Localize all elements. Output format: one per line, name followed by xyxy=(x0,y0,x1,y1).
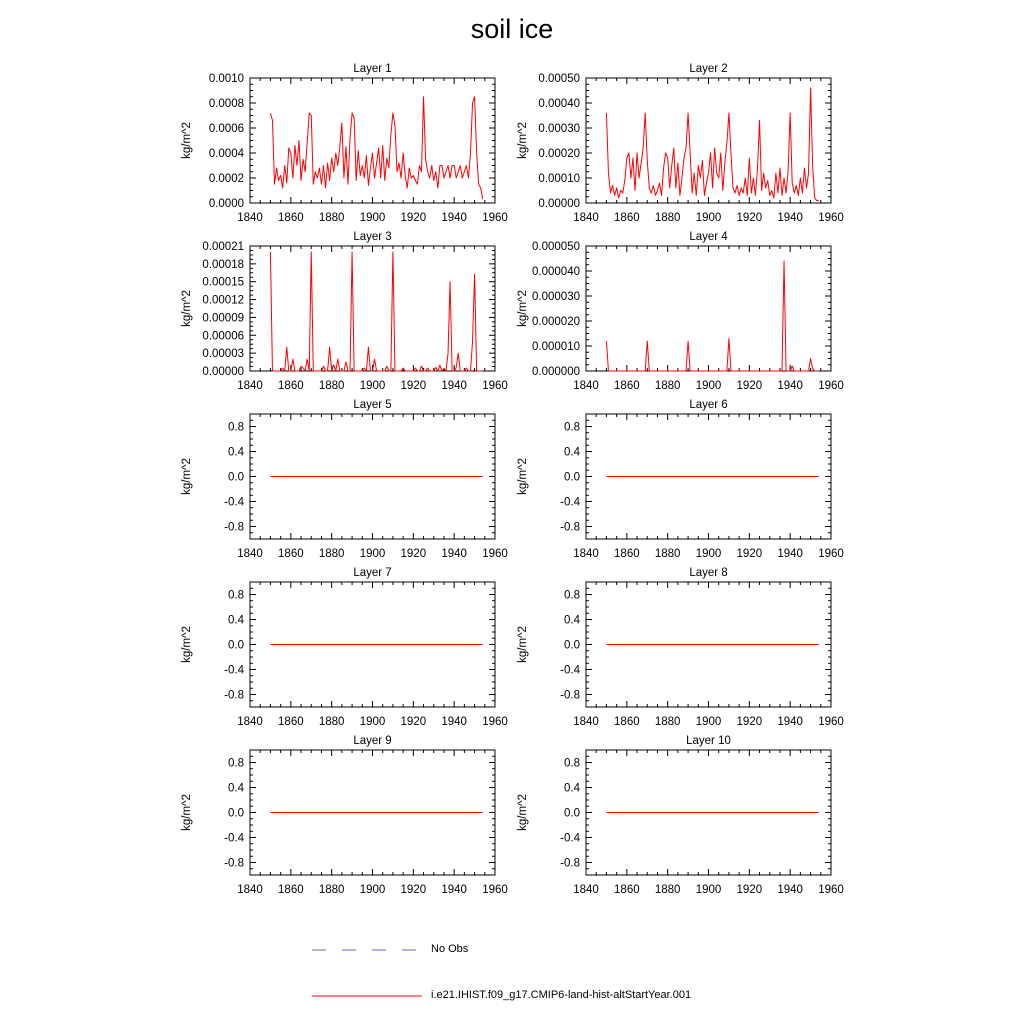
x-tick-label: 1880 xyxy=(654,716,681,728)
x-tick-label: 1920 xyxy=(400,548,427,560)
x-tick-label: 1840 xyxy=(237,548,263,560)
panel-title: Layer 3 xyxy=(353,231,392,243)
x-tick-label: 1900 xyxy=(695,380,722,392)
series-line xyxy=(606,261,818,371)
x-tick-label: 1940 xyxy=(441,884,467,896)
y-tick-label: 0.00000 xyxy=(538,198,580,210)
legend-label-model: i.e21.IHIST.f09_g17.CMIP6-land-hist-altStartYear.001 xyxy=(431,989,692,1001)
panel-title: Layer 2 xyxy=(689,63,728,75)
y-tick-label: 0.8 xyxy=(228,757,244,770)
x-tick-label: 1880 xyxy=(654,548,681,560)
chart-panel-layer-1 xyxy=(181,63,508,224)
legend-swatch-solid xyxy=(312,990,424,1002)
y-tick-label: -0.8 xyxy=(224,689,244,702)
x-tick-label: 1940 xyxy=(777,716,803,728)
x-tick-label: 1860 xyxy=(278,884,304,896)
y-tick-label: 0.4 xyxy=(228,614,244,627)
y-axis-label: kg/m^2 xyxy=(181,626,193,663)
y-axis-label: kg/m^2 xyxy=(181,794,193,831)
chart-panel-layer-3 xyxy=(181,231,508,392)
legend-label-obs: No Obs xyxy=(431,943,469,955)
x-tick-label: 1880 xyxy=(654,380,681,392)
y-tick-label: 0.4 xyxy=(228,446,244,459)
y-tick-label: 0.00010 xyxy=(538,173,580,185)
chart-panel-layer-6 xyxy=(517,399,844,560)
x-tick-label: 1920 xyxy=(400,884,427,896)
x-tick-label: 1860 xyxy=(278,548,304,560)
y-tick-label: 0.0002 xyxy=(208,173,244,185)
legend-swatch-dashed xyxy=(312,944,422,956)
x-tick-label: 1940 xyxy=(441,548,467,560)
y-tick-label: 0.0 xyxy=(564,639,580,652)
y-tick-label: 0.000030 xyxy=(532,291,580,303)
x-tick-label: 1920 xyxy=(736,716,763,728)
x-tick-label: 1840 xyxy=(237,212,263,224)
x-tick-label: 1940 xyxy=(441,380,467,392)
x-tick-label: 1900 xyxy=(359,548,386,560)
x-tick-label: 1840 xyxy=(573,212,599,224)
x-tick-label: 1840 xyxy=(573,716,599,728)
y-tick-label: 0.8 xyxy=(564,757,580,770)
y-tick-label: 0.8 xyxy=(228,589,244,602)
y-tick-label: -0.4 xyxy=(224,664,244,677)
y-tick-label: 0.8 xyxy=(564,589,580,602)
x-tick-label: 1900 xyxy=(695,884,722,896)
chart-panel-layer-5 xyxy=(181,399,508,560)
panel-title: Layer 10 xyxy=(686,735,731,747)
y-tick-label: 0.00009 xyxy=(202,312,244,325)
x-tick-label: 1900 xyxy=(359,380,386,392)
x-tick-label: 1840 xyxy=(237,716,263,728)
y-tick-label: 0.0008 xyxy=(208,98,244,110)
y-tick-label: 0.0 xyxy=(228,807,244,820)
y-tick-label: 0.00030 xyxy=(538,123,580,135)
x-tick-label: 1880 xyxy=(654,884,681,896)
chart-panel-layer-9 xyxy=(181,735,508,896)
x-tick-label: 1920 xyxy=(736,548,763,560)
y-tick-label: 0.4 xyxy=(564,614,580,627)
x-tick-label: 1900 xyxy=(359,716,386,728)
y-tick-label: 0.0 xyxy=(228,471,244,484)
panel-title: Layer 4 xyxy=(689,231,728,243)
x-tick-label: 1840 xyxy=(237,380,263,392)
panel-title: Layer 7 xyxy=(353,567,392,579)
y-tick-label: 0.0 xyxy=(228,639,244,652)
chart-panel-layer-4 xyxy=(517,231,844,392)
x-tick-label: 1840 xyxy=(573,884,599,896)
x-tick-label: 1880 xyxy=(318,380,345,392)
x-tick-label: 1900 xyxy=(695,548,722,560)
x-tick-label: 1860 xyxy=(614,884,640,896)
y-tick-label: 0.000010 xyxy=(532,341,580,353)
y-tick-label: 0.00000 xyxy=(202,366,244,378)
y-axis-label: kg/m^2 xyxy=(517,626,529,663)
x-tick-label: 1940 xyxy=(777,380,803,392)
y-tick-label: 0.000040 xyxy=(532,266,580,278)
x-tick-label: 1880 xyxy=(318,548,345,560)
y-tick-label: 0.0 xyxy=(564,471,580,484)
panel-title: Layer 8 xyxy=(689,567,728,579)
x-tick-label: 1960 xyxy=(818,380,844,392)
x-tick-label: 1960 xyxy=(482,380,508,392)
y-tick-label: 0.4 xyxy=(564,446,580,459)
y-tick-label: 0.00018 xyxy=(202,258,244,271)
y-axis-label: kg/m^2 xyxy=(517,458,529,495)
x-tick-label: 1860 xyxy=(278,716,304,728)
plot-frame xyxy=(250,78,495,203)
x-tick-label: 1940 xyxy=(777,212,803,224)
x-tick-label: 1880 xyxy=(318,716,345,728)
chart-panel-layer-10 xyxy=(517,735,844,896)
x-tick-label: 1920 xyxy=(736,212,763,224)
y-tick-label: -0.4 xyxy=(560,664,580,677)
x-tick-label: 1960 xyxy=(482,548,508,560)
y-tick-label: -0.8 xyxy=(224,857,244,870)
y-tick-label: 0.000000 xyxy=(532,366,580,378)
y-tick-label: 0.0006 xyxy=(208,123,244,135)
y-axis-label: kg/m^2 xyxy=(517,122,529,159)
y-tick-label: -0.4 xyxy=(560,496,580,509)
plot-frame xyxy=(586,246,831,371)
x-tick-label: 1960 xyxy=(818,212,844,224)
y-tick-label: -0.8 xyxy=(560,689,580,702)
x-tick-label: 1840 xyxy=(237,884,263,896)
y-tick-label: 0.00020 xyxy=(538,148,580,160)
y-tick-label: -0.4 xyxy=(560,832,580,845)
x-tick-label: 1880 xyxy=(318,212,345,224)
chart-panel-layer-2 xyxy=(517,63,844,224)
x-tick-label: 1860 xyxy=(614,380,640,392)
y-tick-label: 0.00012 xyxy=(202,294,244,307)
y-tick-label: 0.8 xyxy=(564,421,580,434)
x-tick-label: 1860 xyxy=(278,380,304,392)
x-tick-label: 1960 xyxy=(482,212,508,224)
x-tick-label: 1940 xyxy=(777,884,803,896)
x-tick-label: 1920 xyxy=(400,212,427,224)
x-tick-label: 1920 xyxy=(736,884,763,896)
y-tick-label: 0.00050 xyxy=(538,73,580,85)
chart-panel-layer-8 xyxy=(517,567,844,728)
panel-title: Layer 6 xyxy=(689,399,728,411)
x-tick-label: 1960 xyxy=(482,884,508,896)
x-tick-label: 1880 xyxy=(318,884,345,896)
y-tick-label: 0.8 xyxy=(228,421,244,434)
y-tick-label: -0.4 xyxy=(224,832,244,845)
plot-frame xyxy=(586,78,831,203)
x-tick-label: 1900 xyxy=(695,212,722,224)
chart-panel-layer-7 xyxy=(181,567,508,728)
y-tick-label: 0.000050 xyxy=(532,241,580,253)
x-tick-label: 1940 xyxy=(441,716,467,728)
x-tick-label: 1860 xyxy=(614,212,640,224)
x-tick-label: 1960 xyxy=(482,716,508,728)
x-tick-label: 1900 xyxy=(359,212,386,224)
y-tick-label: 0.00021 xyxy=(202,241,244,253)
page-title: soil ice xyxy=(470,14,554,44)
x-tick-label: 1960 xyxy=(818,548,844,560)
x-tick-label: 1900 xyxy=(359,884,386,896)
series-line xyxy=(606,88,818,201)
y-tick-label: 0.4 xyxy=(228,782,244,795)
x-tick-label: 1920 xyxy=(400,380,427,392)
y-tick-label: 0.4 xyxy=(564,782,580,795)
y-axis-label: kg/m^2 xyxy=(517,290,529,327)
x-tick-label: 1960 xyxy=(818,716,844,728)
y-tick-label: 0.0010 xyxy=(208,73,244,85)
y-tick-label: 0.0000 xyxy=(208,198,244,210)
y-tick-label: -0.8 xyxy=(560,521,580,534)
y-tick-label: 0.00003 xyxy=(202,348,244,361)
y-tick-label: 0.00015 xyxy=(202,276,244,289)
x-tick-label: 1880 xyxy=(654,212,681,224)
series-line xyxy=(270,252,482,371)
x-tick-label: 1940 xyxy=(441,212,467,224)
x-tick-label: 1840 xyxy=(573,380,599,392)
y-axis-label: kg/m^2 xyxy=(181,458,193,495)
y-tick-label: -0.4 xyxy=(224,496,244,509)
y-axis-label: kg/m^2 xyxy=(517,794,529,831)
panel-title: Layer 5 xyxy=(353,399,392,411)
y-tick-label: 0.00040 xyxy=(538,98,580,110)
y-tick-label: -0.8 xyxy=(224,521,244,534)
y-tick-label: 0.0 xyxy=(564,807,580,820)
y-axis-label: kg/m^2 xyxy=(181,290,193,327)
x-tick-label: 1920 xyxy=(400,716,427,728)
y-tick-label: -0.8 xyxy=(560,857,580,870)
x-tick-label: 1920 xyxy=(736,380,763,392)
series-line xyxy=(270,97,482,200)
y-tick-label: 0.0004 xyxy=(208,148,244,160)
panel-title: Layer 1 xyxy=(353,63,392,75)
x-tick-label: 1900 xyxy=(695,716,722,728)
x-tick-label: 1940 xyxy=(777,548,803,560)
x-tick-label: 1860 xyxy=(614,548,640,560)
x-tick-label: 1840 xyxy=(573,548,599,560)
x-tick-label: 1960 xyxy=(818,884,844,896)
x-tick-label: 1860 xyxy=(278,212,304,224)
panel-title: Layer 9 xyxy=(353,735,392,747)
y-tick-label: 0.000020 xyxy=(532,316,580,328)
y-axis-label: kg/m^2 xyxy=(181,122,193,159)
x-tick-label: 1860 xyxy=(614,716,640,728)
y-tick-label: 0.00006 xyxy=(202,330,244,343)
